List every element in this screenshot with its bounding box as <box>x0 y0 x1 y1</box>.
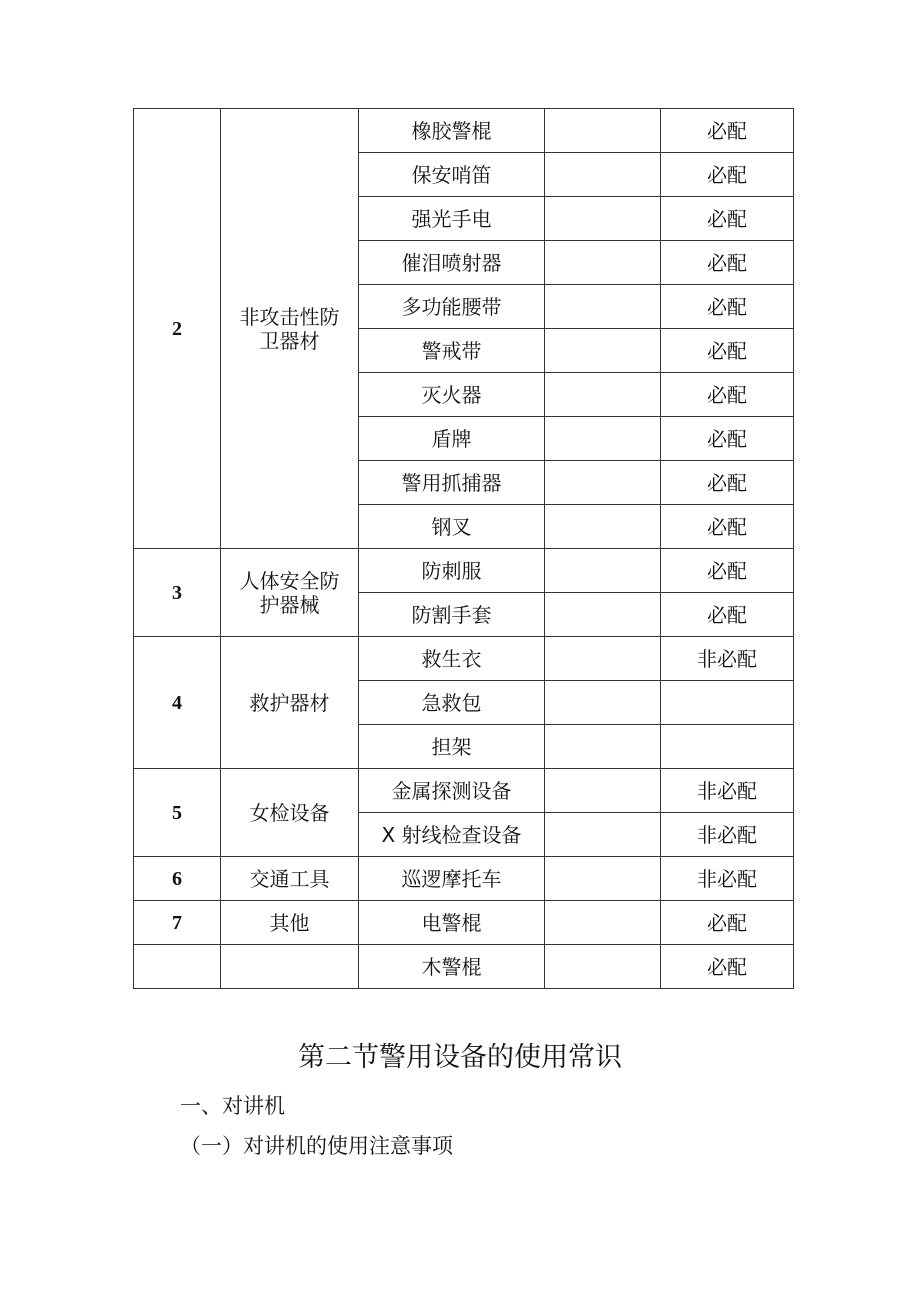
group-number: 2 <box>134 109 221 549</box>
category-line: 交通工具 <box>249 866 330 891</box>
equipment-name: 钢叉 <box>359 505 545 549</box>
group-category <box>221 549 359 637</box>
blank-cell <box>545 637 661 681</box>
equipment-name: 电警棍 <box>359 901 545 945</box>
category-line: 人体安全防 <box>239 568 340 593</box>
requirement-cell: 必配 <box>661 329 794 373</box>
equipment-name: 金属探测设备 <box>359 769 545 813</box>
blank-cell <box>545 285 661 329</box>
blank-cell <box>545 241 661 285</box>
group-number <box>134 945 221 989</box>
equipment-name: 防割手套 <box>359 593 545 637</box>
group-category <box>221 901 359 945</box>
equipment-name: 巡逻摩托车 <box>359 857 545 901</box>
equipment-name: 警用抓捕器 <box>359 461 545 505</box>
table-row <box>134 109 794 153</box>
blank-cell <box>545 109 661 153</box>
category-line: 卫器材 <box>259 328 320 353</box>
category-line: 护器械 <box>259 592 320 617</box>
group-number: 6 <box>134 857 221 901</box>
category-line: 其他 <box>269 910 310 935</box>
requirement-cell: 必配 <box>661 241 794 285</box>
blank-cell <box>545 901 661 945</box>
group-number: 5 <box>134 769 221 857</box>
requirement-cell: 必配 <box>661 593 794 637</box>
requirement-cell: 必配 <box>661 417 794 461</box>
subheading-usage-notes: （一）对讲机的使用注意事项 <box>180 1134 453 1158</box>
category-line: 女检设备 <box>249 800 330 825</box>
group-number: 7 <box>134 901 221 945</box>
equipment-name: 催泪喷射器 <box>359 241 545 285</box>
blank-cell <box>545 373 661 417</box>
table-row <box>134 901 794 945</box>
equipment-name: 木警棍 <box>359 945 545 989</box>
requirement-cell <box>661 725 794 769</box>
blank-cell <box>545 681 661 725</box>
equipment-name: 盾牌 <box>359 417 545 461</box>
blank-cell <box>545 945 661 989</box>
requirement-cell: 非必配 <box>661 857 794 901</box>
group-category <box>221 109 359 549</box>
group-number: 3 <box>134 549 221 637</box>
group-number: 4 <box>134 637 221 769</box>
requirement-cell: 必配 <box>661 153 794 197</box>
section-heading: 第二节警用设备的使用常识 <box>298 1042 622 1073</box>
category-line: 救护器材 <box>249 690 330 715</box>
group-category <box>221 769 359 857</box>
blank-cell <box>545 153 661 197</box>
blank-cell <box>545 725 661 769</box>
requirement-cell: 必配 <box>661 109 794 153</box>
blank-cell <box>545 549 661 593</box>
blank-cell <box>545 461 661 505</box>
blank-cell <box>545 329 661 373</box>
blank-cell <box>545 505 661 549</box>
table-row <box>134 637 794 681</box>
category-line: 非攻击性防 <box>239 304 340 329</box>
equipment-name: 强光手电 <box>359 197 545 241</box>
requirement-cell: 非必配 <box>661 769 794 813</box>
group-category <box>221 945 359 989</box>
equipment-name: 灭火器 <box>359 373 545 417</box>
table-row <box>134 945 794 989</box>
blank-cell <box>545 769 661 813</box>
equipment-name: 救生衣 <box>359 637 545 681</box>
requirement-cell: 必配 <box>661 285 794 329</box>
equipment-name: 防刺服 <box>359 549 545 593</box>
table-row <box>134 857 794 901</box>
equipment-name: 急救包 <box>359 681 545 725</box>
blank-cell <box>545 857 661 901</box>
requirement-cell: 必配 <box>661 901 794 945</box>
equipment-name: X 射线检查设备 <box>359 813 545 857</box>
group-category <box>221 637 359 769</box>
blank-cell <box>545 593 661 637</box>
blank-cell <box>545 813 661 857</box>
requirement-cell: 非必配 <box>661 813 794 857</box>
equipment-table <box>133 108 794 989</box>
table-row <box>134 549 794 593</box>
equipment-name: 橡胶警棍 <box>359 109 545 153</box>
requirement-cell: 必配 <box>661 945 794 989</box>
equipment-name: 保安哨笛 <box>359 153 545 197</box>
requirement-cell: 必配 <box>661 549 794 593</box>
requirement-cell: 必配 <box>661 373 794 417</box>
blank-cell <box>545 417 661 461</box>
subheading-walkie-talkie: 一、对讲机 <box>180 1094 285 1118</box>
requirement-cell <box>661 681 794 725</box>
equipment-name: 担架 <box>359 725 545 769</box>
requirement-cell: 非必配 <box>661 637 794 681</box>
requirement-cell: 必配 <box>661 505 794 549</box>
requirement-cell: 必配 <box>661 197 794 241</box>
table-row <box>134 769 794 813</box>
group-category <box>221 857 359 901</box>
equipment-name: 多功能腰带 <box>359 285 545 329</box>
blank-cell <box>545 197 661 241</box>
requirement-cell: 必配 <box>661 461 794 505</box>
equipment-name: 警戒带 <box>359 329 545 373</box>
